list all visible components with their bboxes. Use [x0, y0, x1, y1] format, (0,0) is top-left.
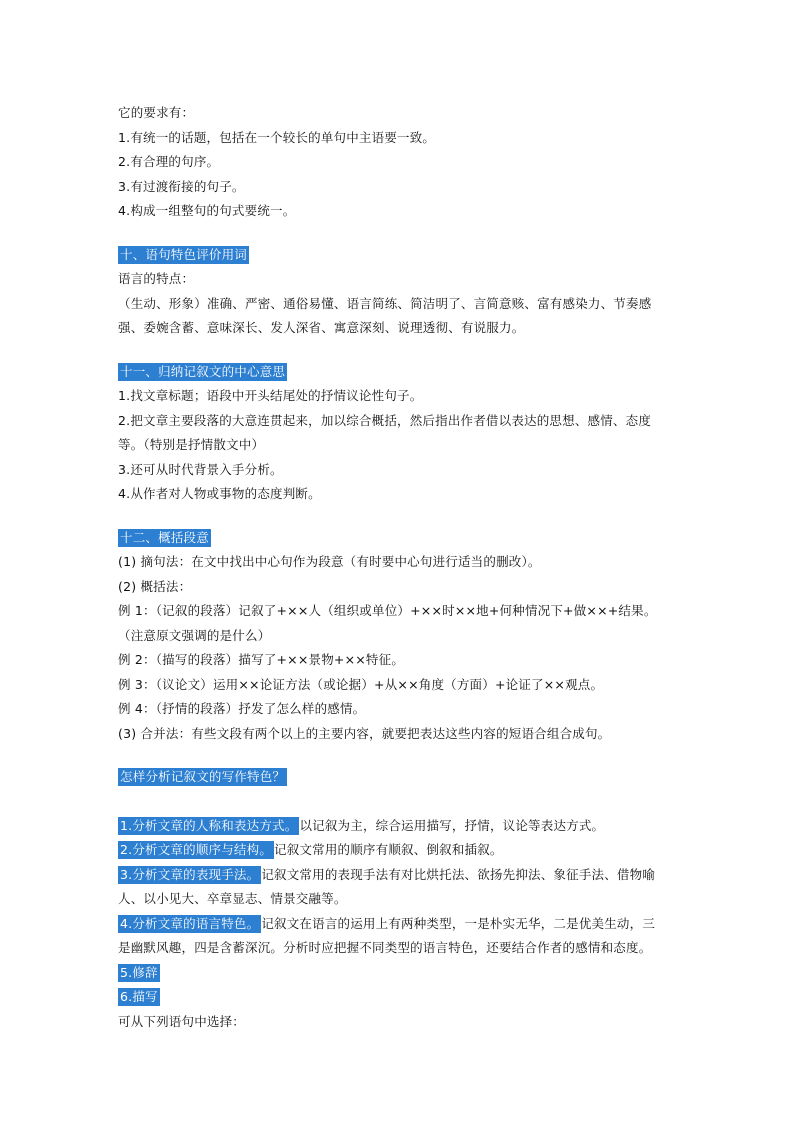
requirements-intro: 它的要求有： [118, 105, 195, 120]
section-11-item-3: 3.还可从时代背景入手分析。 [118, 461, 283, 477]
section-11-item-1: 1.找文章标题；语段中开头结尾处的抒情议论性句子。 [118, 388, 423, 403]
method-2: (2) 概括法： [118, 578, 192, 594]
writing-point-4-label: 4.分析文章的语言特色。 [120, 915, 260, 931]
section-11-item-2-line-1: 2.把文章主要段落的大意连贯起来，加以综合概括，然后指出作者借以表达的思想、感情、态度 [118, 412, 652, 428]
section-11-item-4: 4.从作者对人物或事物的态度判断。 [118, 486, 321, 501]
closing-line: 可从下列语句中选择： [118, 1013, 246, 1029]
spacer [118, 507, 680, 526]
writing-point-6 [118, 985, 680, 1010]
section-12-heading: 十二、概括段意 [120, 529, 209, 545]
writing-point-3-text: 记叙文常用的表现手法有对比烘托法、欲扬先抑法、象征手法、借物喻 [261, 866, 656, 882]
writing-point-4-text: 记叙文在语言的运用上有两种类型，一是朴实无华，二是优美生动，三 [261, 915, 656, 931]
writing-point-4-continued: 是幽默风趣，四是含蓄深沉。分析时应把握不同类型的语言特色，还要结合作者的感情和态度。 [118, 940, 652, 955]
writing-point-2-text: 记叙文常用的顺序有顺叙、倒叙和插叙。 [274, 842, 503, 857]
writing-point-3 [118, 863, 680, 888]
requirement-item-4: 4.构成一组整句的句式要统一。 [118, 203, 296, 218]
section-10-heading: 十、语句特色评价用词 [120, 246, 248, 262]
writing-point-5 [118, 961, 680, 986]
writing-point-4 [118, 912, 680, 937]
writing-point-1 [118, 814, 680, 839]
example-1-line-1: 例 1：（记叙的段落）记叙了+××人（组织或单位）+××时××地+何种情况下+做××+结果。 [118, 603, 657, 618]
writing-point-6-label: 6.描写 [120, 989, 158, 1004]
spacer [118, 341, 680, 360]
document-body [118, 101, 680, 1034]
requirement-item-2: 2.有合理的句序。 [118, 154, 220, 169]
example-3: 例 3：（议论文）运用××论证方法（或论据）+从××角度（方面）+论证了××观点。 [118, 676, 604, 692]
requirement-item-3: 3.有过渡衔接的句子。 [118, 178, 245, 194]
section-11-heading-line [118, 360, 680, 385]
writing-point-2 [118, 838, 680, 863]
writing-heading-line [118, 765, 680, 790]
writing-point-1-text: 以记叙为主，综合运用描写，抒情，议论等表达方式。 [299, 817, 605, 833]
section-10-text-line-2: 强、委婉含蓄、意味深长、发人深省、寓意深刻、说理透彻、有说服力。 [118, 320, 525, 335]
spacer [118, 746, 680, 765]
section-11-item-2-line-2: 等。（特别是抒情散文中） [118, 437, 265, 452]
writing-heading: 怎样分析记叙文的写作特色？ [120, 769, 286, 784]
method-1: (1) 摘句法：在文中找出中心句作为段意（有时要中心句进行适当的删改）。 [118, 554, 541, 569]
example-4: 例 4：（抒情的段落）抒发了怎么样的感情。 [118, 701, 366, 716]
writing-point-5-label: 5.修辞 [120, 964, 158, 980]
method-3: (3) 合并法：有些文段有两个以上的主要内容，就要把表达这些内容的短语合组合成句。 [118, 725, 611, 741]
section-11-heading: 十一、归纳记叙文的中心意思 [120, 363, 286, 379]
example-2: 例 2：（描写的段落）描写了+××景物+××特征。 [118, 652, 405, 667]
section-12-heading-line [118, 526, 680, 551]
section-10-heading-line [118, 243, 680, 268]
spacer [118, 790, 680, 814]
writing-point-3-label: 3.分析文章的表现手法。 [120, 866, 260, 882]
section-10-intro: 语言的特点： [118, 271, 195, 286]
section-10-text-line-1: （生动、形象）准确、严密、通俗易懂、语言简练、简洁明了、言简意赅、富有感染力、节奏感 [118, 295, 652, 311]
requirement-item-1: 1.有统一的话题，包括在一个较长的单句中主语要一致。 [118, 129, 436, 145]
writing-point-2-label: 2.分析文章的顺序与结构。 [120, 842, 273, 857]
example-1-line-2: （注意原文强调的是什么） [118, 627, 271, 643]
writing-point-1-label: 1.分析文章的人称和表达方式。 [120, 817, 298, 833]
writing-point-3-continued: 人、以小见大、卒章显志、情景交融等。 [118, 891, 347, 906]
spacer [118, 224, 680, 243]
